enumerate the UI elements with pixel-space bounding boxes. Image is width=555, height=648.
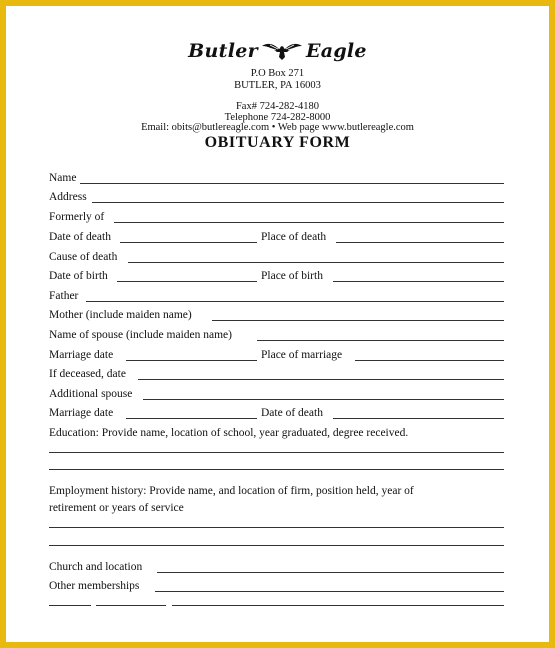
additional-spouse-line[interactable] bbox=[143, 399, 504, 400]
field-label: Father bbox=[49, 290, 79, 302]
field-label: Additional spouse bbox=[49, 388, 133, 400]
field-label: Church and location bbox=[49, 561, 143, 573]
field-mother bbox=[49, 308, 504, 326]
other-memberships-line[interactable] bbox=[155, 591, 504, 592]
field-label: Date of death bbox=[261, 407, 323, 419]
field-father bbox=[49, 289, 504, 307]
church-line[interactable] bbox=[157, 572, 504, 573]
spouse-line[interactable] bbox=[257, 340, 504, 341]
employment-label-2: retirement or years of service bbox=[49, 502, 184, 514]
contact-line: Email: obits@butlereagle.com • Web page www.butlereagle.com bbox=[141, 122, 414, 133]
field-label: Marriage date bbox=[49, 407, 114, 419]
memberships-line-b[interactable] bbox=[96, 605, 166, 606]
field-cause-of-death bbox=[49, 250, 504, 268]
marriage-date-line[interactable] bbox=[126, 360, 257, 361]
field-address bbox=[49, 190, 504, 208]
po-box: P.O Box 271 bbox=[250, 68, 305, 79]
education-label: Education: Provide name, location of school, year graduated, degree received. bbox=[49, 427, 409, 439]
field-marriage bbox=[49, 348, 504, 366]
employment-line-1[interactable] bbox=[49, 527, 504, 528]
obituary-form-page bbox=[6, 6, 549, 642]
field-label: Name bbox=[49, 172, 77, 184]
field-spouse bbox=[49, 328, 504, 346]
date-of-death-2-line[interactable] bbox=[333, 418, 504, 419]
marriage-date-2-line[interactable] bbox=[126, 418, 257, 419]
field-label: Date of birth bbox=[49, 270, 108, 282]
eagle-icon bbox=[260, 40, 304, 62]
employment-line-2[interactable] bbox=[49, 545, 504, 546]
mother-line[interactable] bbox=[212, 320, 504, 321]
field-label: Other memberships bbox=[49, 580, 140, 592]
field-label: Formerly of bbox=[49, 211, 105, 223]
field-label: Mother (include maiden name) bbox=[49, 309, 192, 321]
field-death bbox=[49, 230, 504, 248]
masthead-name-right: Eagle bbox=[305, 40, 367, 62]
field-other-memberships bbox=[49, 579, 504, 597]
employment-label-1: Employment history: Provide name, and location of firm, position held, year of bbox=[49, 485, 414, 497]
field-marriage-2 bbox=[49, 406, 504, 424]
field-formerly-of bbox=[49, 210, 504, 228]
field-label: Marriage date bbox=[49, 349, 114, 361]
masthead-name-left: Butler bbox=[188, 40, 258, 62]
city-state-zip: BUTLER, PA 16003 bbox=[234, 80, 321, 91]
form-title: OBITUARY FORM bbox=[204, 134, 351, 151]
name-line[interactable] bbox=[80, 183, 504, 184]
field-if-deceased bbox=[49, 367, 504, 385]
education-line-2[interactable] bbox=[49, 469, 504, 470]
field-label: Place of death bbox=[261, 231, 327, 243]
field-label: Name of spouse (include maiden name) bbox=[49, 329, 232, 341]
fax-number: Fax# 724-282-4180 bbox=[235, 101, 320, 112]
field-label: Address bbox=[49, 191, 87, 203]
father-line[interactable] bbox=[86, 301, 504, 302]
memberships-line-a[interactable] bbox=[49, 605, 91, 606]
education-line-1[interactable] bbox=[49, 452, 504, 453]
field-additional-spouse bbox=[49, 387, 504, 405]
field-label: Place of marriage bbox=[261, 349, 343, 361]
cause-of-death-line[interactable] bbox=[128, 262, 504, 263]
field-label: Place of birth bbox=[261, 270, 323, 282]
date-of-birth-line[interactable] bbox=[117, 281, 257, 282]
place-of-death-line[interactable] bbox=[336, 242, 504, 243]
field-label: If deceased, date bbox=[49, 368, 126, 380]
field-name bbox=[49, 171, 504, 189]
field-birth bbox=[49, 269, 504, 287]
place-of-birth-line[interactable] bbox=[333, 281, 504, 282]
field-label: Cause of death bbox=[49, 251, 118, 263]
field-church bbox=[49, 560, 504, 578]
if-deceased-line[interactable] bbox=[138, 379, 504, 380]
formerly-of-line[interactable] bbox=[114, 222, 504, 223]
masthead bbox=[6, 40, 549, 62]
field-label: Date of death bbox=[49, 231, 111, 243]
address-line[interactable] bbox=[92, 202, 504, 203]
date-of-death-line[interactable] bbox=[120, 242, 257, 243]
place-of-marriage-line[interactable] bbox=[355, 360, 504, 361]
telephone-number: Telephone 724-282-8000 bbox=[224, 112, 331, 123]
memberships-line-c[interactable] bbox=[172, 605, 504, 606]
